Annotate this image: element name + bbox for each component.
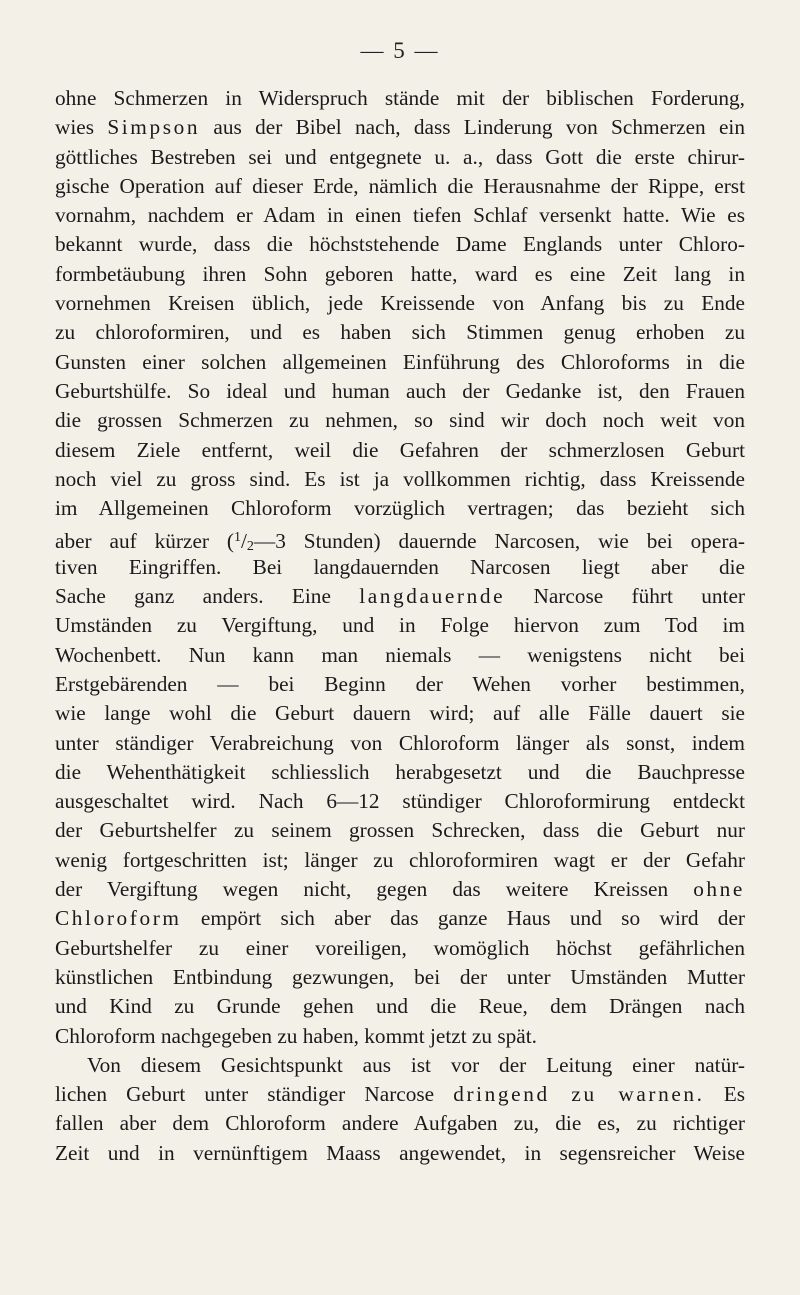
- text-run: tiven Eingriffen. Bei langdauernden Narcosen liegt aber die: [55, 554, 745, 579]
- text-line: [55, 113, 745, 142]
- text-run: bekannt wurde, dass die höchststehende Dame Englands unter Chloro-: [55, 232, 745, 257]
- text-line: [55, 934, 745, 963]
- text-line: [55, 318, 745, 347]
- text-line: [55, 494, 745, 523]
- text-run: Erstgebärenden — bei Beginn der Wehen vorher bestimmen,: [55, 671, 745, 696]
- text-run: ausgeschaltet wird. Nach 6—12 stündiger Chloroformirung entdeckt: [55, 789, 745, 814]
- text-line: [55, 289, 745, 318]
- text-run: lichen Geburt unter ständiger Narcose: [55, 1082, 454, 1107]
- text-line: [55, 758, 745, 787]
- text-run: die grossen Schmerzen zu nehmen, so sind wir doch noch weit von: [55, 408, 745, 433]
- text-line: [55, 523, 745, 552]
- text-line: [55, 143, 745, 172]
- text-line: [55, 230, 745, 259]
- text-run: noch viel zu gross sind. Es ist ja vollkommen richtig, dass Kreissende: [55, 466, 745, 491]
- text-line: [55, 1080, 745, 1109]
- text-run: Geburtshelfer zu einer voreiligen, womöglich höchst gefährlichen: [55, 935, 745, 960]
- text-run: aus der Bibel nach, dass Linderung von Schmerzen ein: [200, 115, 745, 140]
- emphasized-text: Simpson: [107, 115, 201, 140]
- emphasized-text: Chloroform: [55, 906, 182, 931]
- text-line: [55, 377, 745, 406]
- text-line: [55, 260, 745, 289]
- page-number: — 5 —: [360, 38, 440, 63]
- text-line: [55, 172, 745, 201]
- text-line: [55, 1022, 745, 1051]
- text-line: [55, 436, 745, 465]
- text-line: [55, 611, 745, 640]
- text-run: unter ständiger Verabreichung von Chloroform länger als sonst, indem: [55, 730, 745, 755]
- emphasized-text: dringend zu warnen.: [453, 1082, 705, 1107]
- text-line: [55, 699, 745, 728]
- text-line: [55, 963, 745, 992]
- text-line: [55, 84, 745, 113]
- text-run: der Geburtshelfer zu seinem grossen Schrecken, dass die Geburt nur: [55, 818, 745, 843]
- text-run: Gunsten einer solchen allgemeinen Einführung des Chloroforms in die: [55, 349, 745, 374]
- text-line: [55, 1139, 745, 1168]
- text-run: die Wehenthätigkeit schliesslich herabgesetzt und die Bauchpresse: [55, 759, 745, 784]
- text-line: [55, 406, 745, 435]
- text-line: [55, 904, 745, 933]
- text-run: wies: [55, 115, 108, 140]
- fraction-numerator: 1: [233, 530, 241, 546]
- text-run: Es: [704, 1082, 745, 1107]
- text-run: vornahm, nachdem er Adam in einen tiefen Schlaf versenkt hatte. Wie es: [55, 203, 745, 228]
- text-run: Chloroform nachgegeben zu haben, kommt jetzt zu spät.: [55, 1023, 537, 1048]
- text-run: wie lange wohl die Geburt dauern wird; auf alle Fälle dauert sie: [55, 701, 745, 726]
- text-line: [55, 641, 745, 670]
- text-line: [55, 201, 745, 230]
- text-line: [55, 670, 745, 699]
- text-line: [55, 992, 745, 1021]
- emphasized-text: langdauernde: [359, 584, 506, 609]
- text-run: künstlichen Entbindung gezwungen, bei der unter Umständen Mutter: [55, 964, 745, 989]
- fraction-denominator: 2: [246, 539, 254, 553]
- text-line: [55, 465, 745, 494]
- text-line: [55, 787, 745, 816]
- text-run: der Vergiftung wegen nicht, gegen das weitere Kreissen: [55, 877, 694, 902]
- text-run: diesem Ziele entfernt, weil die Gefahren der schmerzlosen Geburt: [55, 437, 745, 462]
- text-run: gische Operation auf dieser Erde, nämlich die Herausnahme der Rippe, erst: [55, 173, 745, 198]
- text-run: Wochenbett. Nun kann man niemals — wenigstens nicht bei: [55, 642, 745, 667]
- text-line: [55, 582, 745, 611]
- text-run: ohne Schmerzen in Widerspruch stände mit der biblischen Forderung,: [55, 86, 745, 110]
- text-run: und Kind zu Grunde gehen und die Reue, dem Drängen nach: [55, 994, 745, 1019]
- text-run: Geburtshülfe. So ideal und human auch der Gedanke ist, den Frauen: [55, 378, 745, 403]
- text-line: [55, 846, 745, 875]
- text-run: Sache ganz anders. Eine: [55, 584, 360, 609]
- text-run: zu chloroformiren, und es haben sich Stimmen genug erhoben zu: [55, 320, 745, 345]
- text-run: vornehmen Kreisen üblich, jede Kreissende von Anfang bis zu Ende: [55, 291, 745, 316]
- text-line: [55, 553, 745, 582]
- text-run: —3 Stunden) dauernde Narcosen, wie bei opera-: [253, 529, 745, 553]
- text-line: [55, 729, 745, 758]
- text-line: [55, 348, 745, 377]
- text-run: Umständen zu Vergiftung, und in Folge hiervon zum Tod im: [55, 613, 745, 638]
- text-run: wenig fortgeschritten ist; länger zu chloroformiren wagt er der Gefahr: [55, 847, 745, 872]
- text-line: [55, 816, 745, 845]
- text-run: Zeit und in vernünftigem Maass angewendet, in segensreicher Weise: [55, 1140, 745, 1165]
- body-text: [55, 84, 745, 1168]
- text-run: fallen aber dem Chloroform andere Aufgaben zu, die es, zu richtiger: [55, 1111, 745, 1136]
- text-run: formbetäubung ihren Sohn geboren hatte, ward es eine Zeit lang in: [55, 261, 745, 286]
- text-run: aber auf kürzer (: [55, 529, 234, 553]
- emphasized-text: ohne: [693, 877, 745, 902]
- text-run: /: [240, 529, 247, 553]
- text-line: [55, 875, 745, 904]
- text-run: Narcose führt unter: [505, 584, 745, 609]
- text-line: [55, 1051, 745, 1080]
- text-run: empört sich aber das ganze Haus und so wird der: [181, 906, 745, 931]
- text-run: im Allgemeinen Chloroform vorzüglich vertragen; das bezieht sich: [55, 496, 745, 521]
- text-run: Von diesem Gesichtspunkt aus ist vor der Leitung einer natür-: [87, 1052, 745, 1077]
- text-line: [55, 1109, 745, 1138]
- text-run: göttliches Bestreben sei und entgegnete u. a., dass Gott die erste chirur-: [55, 144, 745, 169]
